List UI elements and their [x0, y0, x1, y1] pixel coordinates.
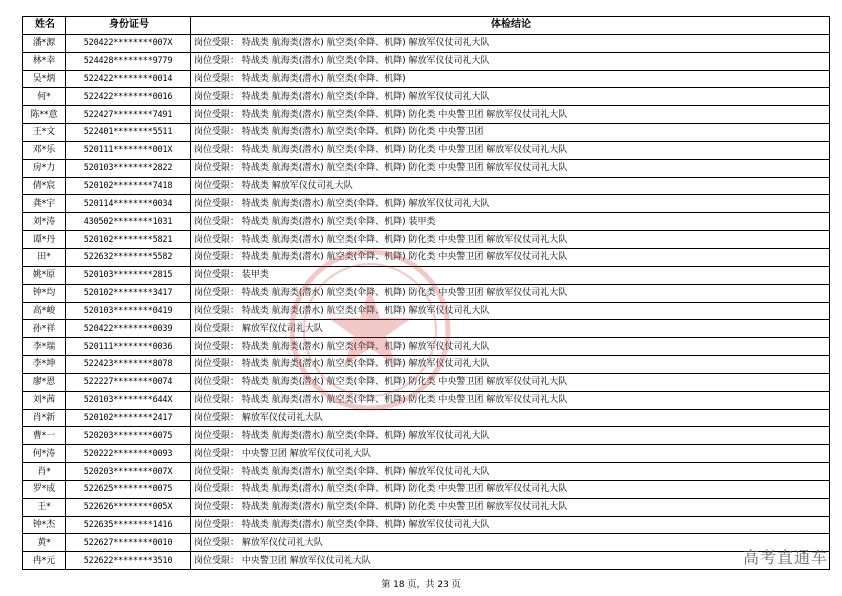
table-row	[23, 552, 830, 570]
table-row	[23, 534, 830, 552]
cell-id: 522625********0075	[66, 480, 191, 498]
cell-result: 岗位受限： 特战类 航海类(潜水) 航空类(伞降、机降) 解放军仪仗司礼大队	[191, 338, 830, 356]
cell-id: 524428********9779	[66, 52, 191, 70]
table-row	[23, 266, 830, 284]
cell-id: 520103********2815	[66, 266, 191, 284]
cell-result: 岗位受限： 特战类 航海类(潜水) 航空类(伞降、机降) 解放军仪仗司礼大队	[191, 34, 830, 52]
table-row	[23, 516, 830, 534]
table-row	[23, 52, 830, 70]
cell-name: 陈**意	[23, 106, 66, 124]
cell-id: 430502********1031	[66, 213, 191, 231]
cell-name: 肖*	[23, 463, 66, 481]
cell-name: 孙*祥	[23, 320, 66, 338]
cell-name: 何*涛	[23, 445, 66, 463]
cell-result: 岗位受限： 特战类 航海类(潜水) 航空类(伞降、机降) 防化类 中央警卫团 解放军仪仗司礼大队	[191, 284, 830, 302]
cell-result: 岗位受限： 装甲类	[191, 266, 830, 284]
table-row	[23, 445, 830, 463]
table-body	[23, 34, 830, 569]
cell-id: 522422********0014	[66, 70, 191, 88]
cell-id: 520103********2822	[66, 159, 191, 177]
cell-id: 520422********007X	[66, 34, 191, 52]
cell-id: 522427********7491	[66, 106, 191, 124]
cell-name: 罗*成	[23, 480, 66, 498]
cell-name: 高*峻	[23, 302, 66, 320]
cell-result: 岗位受限： 特战类 航海类(潜水) 航空类(伞降、机降)	[191, 70, 830, 88]
cell-result: 岗位受限： 中央警卫团 解放军仪仗司礼大队	[191, 552, 830, 570]
cell-result: 岗位受限： 特战类 航海类(潜水) 航空类(伞降、机降) 解放军仪仗司礼大队	[191, 52, 830, 70]
cell-name: 姚*原	[23, 266, 66, 284]
cell-name: 钟*均	[23, 284, 66, 302]
results-table	[22, 16, 830, 570]
cell-name: 潘*源	[23, 34, 66, 52]
cell-id: 520102********5821	[66, 231, 191, 249]
cell-id: 520102********7418	[66, 177, 191, 195]
table-row	[23, 124, 830, 142]
table-row	[23, 88, 830, 106]
cell-name: 王*	[23, 498, 66, 516]
cell-result: 岗位受限： 特战类 航海类(潜水) 航空类(伞降、机降) 防化类 中央警卫团 解放军仪仗司礼大队	[191, 141, 830, 159]
cell-id: 520102********3417	[66, 284, 191, 302]
cell-id: 522227********0074	[66, 373, 191, 391]
cell-id: 520114********0034	[66, 195, 191, 213]
cell-result: 岗位受限： 特战类 航海类(潜水) 航空类(伞降、机降) 解放军仪仗司礼大队	[191, 356, 830, 374]
cell-result: 岗位受限： 特战类 航海类(潜水) 航空类(伞降、机降) 解放军仪仗司礼大队	[191, 463, 830, 481]
cell-id: 520102********2417	[66, 409, 191, 427]
cell-name: 曹*一	[23, 427, 66, 445]
cell-name: 吴*炳	[23, 70, 66, 88]
table-row	[23, 463, 830, 481]
cell-name: 刘*茜	[23, 391, 66, 409]
cell-name: 李*瑞	[23, 338, 66, 356]
cell-id: 520422********0039	[66, 320, 191, 338]
cell-name: 李*坤	[23, 356, 66, 374]
cell-name: 肖*新	[23, 409, 66, 427]
cell-id: 522627********0010	[66, 534, 191, 552]
cell-id: 520103********644X	[66, 391, 191, 409]
table-header-row	[23, 17, 830, 35]
header-result: 体检结论	[191, 17, 830, 35]
table-row	[23, 480, 830, 498]
cell-name: 黄*	[23, 534, 66, 552]
cell-name: 冉*元	[23, 552, 66, 570]
cell-result: 岗位受限： 特战类 航海类(潜水) 航空类(伞降、机降) 防化类 中央警卫团 解放军仪仗司礼大队	[191, 498, 830, 516]
cell-id: 522622********3510	[66, 552, 191, 570]
cell-result: 岗位受限： 解放军仪仗司礼大队	[191, 409, 830, 427]
cell-name: 田*	[23, 248, 66, 266]
table-row	[23, 231, 830, 249]
cell-result: 岗位受限： 特战类 航海类(潜水) 航空类(伞降、机降) 解放军仪仗司礼大队	[191, 195, 830, 213]
table-row	[23, 195, 830, 213]
cell-result: 岗位受限： 特战类 航海类(潜水) 航空类(伞降、机降) 防化类 中央警卫团 解放军仪仗司礼大队	[191, 480, 830, 498]
table-row	[23, 498, 830, 516]
table-row	[23, 248, 830, 266]
cell-result: 岗位受限： 特战类 航海类(潜水) 航空类(伞降、机降) 解放军仪仗司礼大队	[191, 427, 830, 445]
table-row	[23, 159, 830, 177]
cell-result: 岗位受限： 解放军仪仗司礼大队	[191, 534, 830, 552]
cell-result: 岗位受限： 特战类 航海类(潜水) 航空类(伞降、机降) 防化类 中央警卫团 解放军仪仗司礼大队	[191, 231, 830, 249]
cell-result: 岗位受限： 特战类 航海类(潜水) 航空类(伞降、机降) 防化类 中央警卫团 解放军仪仗司礼大队	[191, 159, 830, 177]
table-row	[23, 213, 830, 231]
cell-result: 岗位受限： 中央警卫团 解放军仪仗司礼大队	[191, 445, 830, 463]
cell-result: 岗位受限： 特战类 航海类(潜水) 航空类(伞降、机降) 解放军仪仗司礼大队	[191, 516, 830, 534]
cell-name: 何*	[23, 88, 66, 106]
table-row	[23, 177, 830, 195]
cell-name: 刘*涛	[23, 213, 66, 231]
table-row	[23, 34, 830, 52]
cell-name: 倩*宸	[23, 177, 66, 195]
table-row	[23, 338, 830, 356]
page-footer: 第 18 页，共 23 页	[381, 580, 461, 590]
cell-id: 520111********001X	[66, 141, 191, 159]
table-row	[23, 427, 830, 445]
table-row	[23, 106, 830, 124]
header-name: 姓名	[23, 17, 66, 35]
cell-result: 岗位受限： 特战类 航海类(潜水) 航空类(伞降、机降) 防化类 中央警卫团 解放军仪仗司礼大队	[191, 373, 830, 391]
cell-result: 岗位受限： 特战类 航海类(潜水) 航空类(伞降、机降) 解放军仪仗司礼大队	[191, 302, 830, 320]
cell-id: 522635********1416	[66, 516, 191, 534]
corner-watermark: 高考直通车	[742, 548, 828, 567]
cell-result: 岗位受限： 特战类 航海类(潜水) 航空类(伞降、机降) 防化类 中央警卫团 解放军仪仗司礼大队	[191, 248, 830, 266]
cell-name: 谭*丹	[23, 231, 66, 249]
table-row	[23, 356, 830, 374]
cell-id: 522401********5511	[66, 124, 191, 142]
cell-name: 廖*恩	[23, 373, 66, 391]
table-row	[23, 391, 830, 409]
cell-result: 岗位受限： 解放军仪仗司礼大队	[191, 320, 830, 338]
cell-id: 520111********0036	[66, 338, 191, 356]
cell-id: 520222********0093	[66, 445, 191, 463]
cell-name: 邓*乐	[23, 141, 66, 159]
cell-id: 522626********005X	[66, 498, 191, 516]
table-row	[23, 141, 830, 159]
cell-result: 岗位受限： 特战类 解放军仪仗司礼大队	[191, 177, 830, 195]
header-id: 身份证号	[66, 17, 191, 35]
cell-result: 岗位受限： 特战类 航海类(潜水) 航空类(伞降、机降) 防化类 中央警卫团 解放军仪仗司礼大队	[191, 106, 830, 124]
cell-id: 522423********8078	[66, 356, 191, 374]
table-row	[23, 373, 830, 391]
cell-id: 520203********0075	[66, 427, 191, 445]
cell-name: 龚*宇	[23, 195, 66, 213]
cell-result: 岗位受限： 特战类 航海类(潜水) 航空类(伞降、机降) 防化类 中央警卫团	[191, 124, 830, 142]
table-row	[23, 409, 830, 427]
table-row	[23, 302, 830, 320]
cell-id: 520203********007X	[66, 463, 191, 481]
cell-id: 522422********0016	[66, 88, 191, 106]
cell-result: 岗位受限： 特战类 航海类(潜水) 航空类(伞降、机降) 防化类 中央警卫团 解放军仪仗司礼大队	[191, 391, 830, 409]
cell-id: 522632********5582	[66, 248, 191, 266]
cell-name: 钟*杰	[23, 516, 66, 534]
cell-name: 王*文	[23, 124, 66, 142]
cell-result: 岗位受限： 特战类 航海类(潜水) 航空类(伞降、机降) 装甲类	[191, 213, 830, 231]
table-row	[23, 70, 830, 88]
cell-id: 520103********0419	[66, 302, 191, 320]
cell-name: 林*幸	[23, 52, 66, 70]
cell-name: 房*力	[23, 159, 66, 177]
table-row	[23, 284, 830, 302]
table-row	[23, 320, 830, 338]
cell-result: 岗位受限： 特战类 航海类(潜水) 航空类(伞降、机降) 解放军仪仗司礼大队	[191, 88, 830, 106]
